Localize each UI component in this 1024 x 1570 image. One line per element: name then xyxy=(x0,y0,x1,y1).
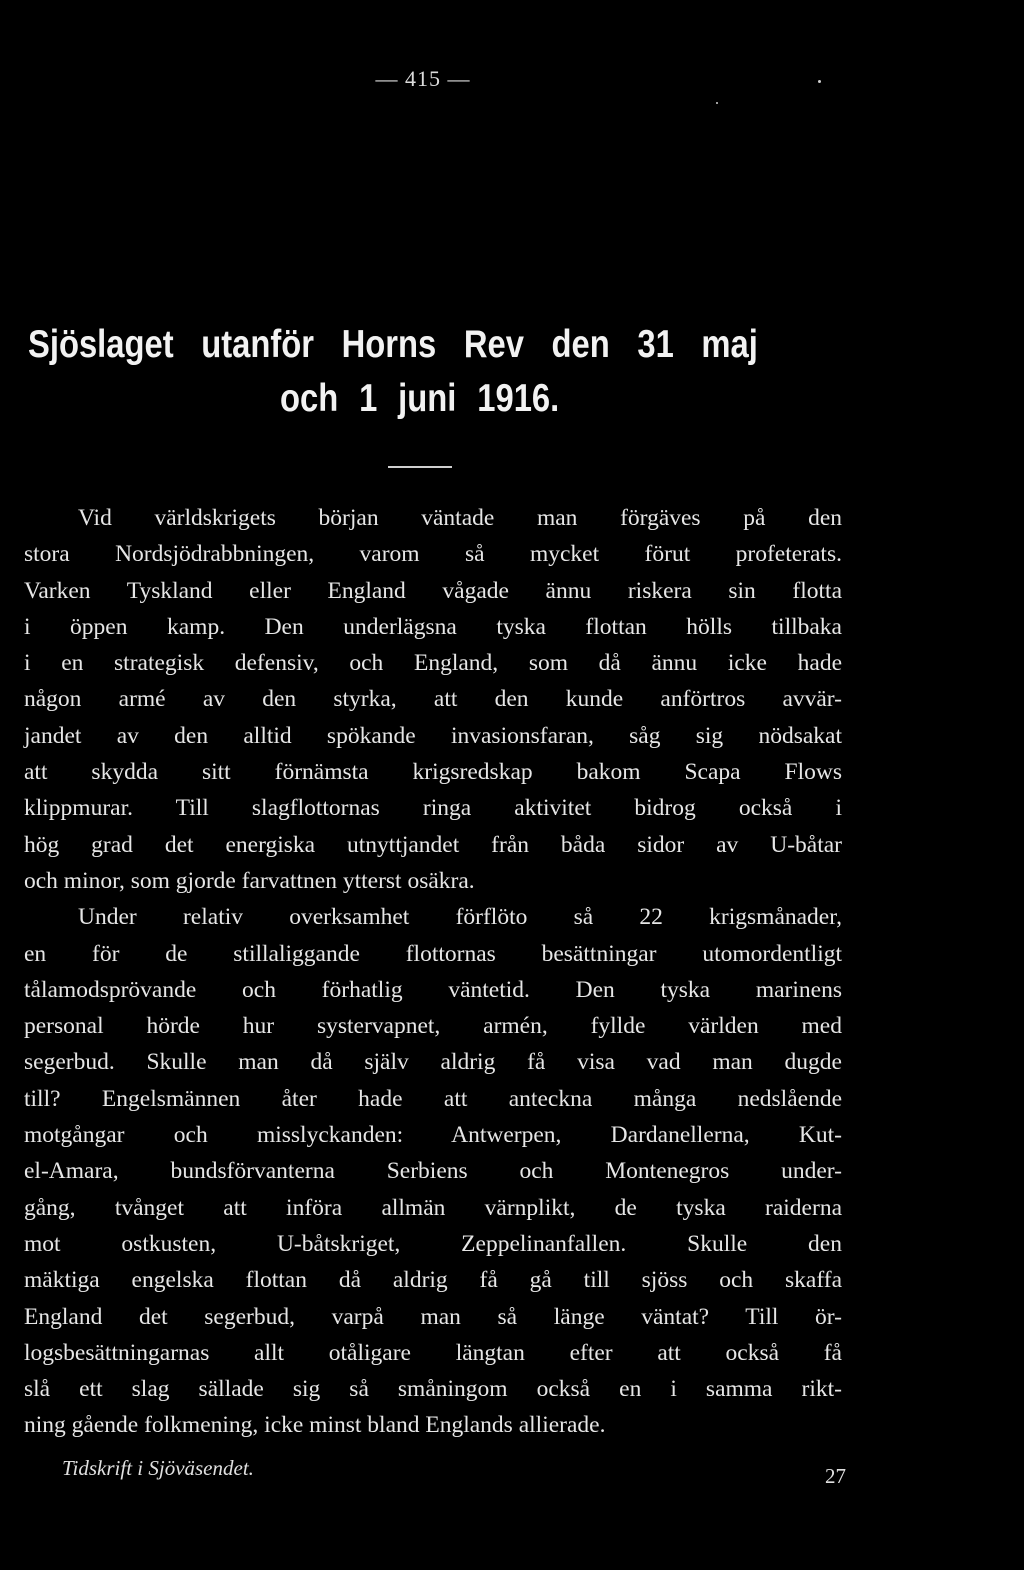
text-line: mäktiga engelska flottan då aldrig få gå till sjöss och skaffa xyxy=(24,1267,842,1294)
text-line: tålamodsprövande och förhatlig väntetid. Den tyska marinens xyxy=(24,976,842,1003)
text-line: och minor, som gjorde farvattnen ytterst osäkra. xyxy=(24,867,475,894)
print-speck xyxy=(818,80,821,83)
article-body xyxy=(24,500,842,1444)
text-line: el-Amara, bundsförvanterna Serbiens och Montenegros under- xyxy=(24,1158,842,1185)
text-line: England det segerbud, varpå man så länge väntat? Till ör- xyxy=(24,1303,842,1330)
text-line: motgångar och misslyckanden: Antwerpen, Dardanellerna, Kut- xyxy=(24,1122,842,1149)
article-title xyxy=(28,318,758,426)
text-line: slå ett slag sällade sig så småningom också en i samma rikt- xyxy=(24,1376,842,1403)
text-line: logsbesättningarnas allt otåligare längtan efter att också få xyxy=(24,1339,842,1366)
text-line: Under relativ overksamhet förflöto så 22 krigsmånader, xyxy=(78,904,842,931)
text-line: att skydda sitt förnämsta krigsredskap bakom Scapa Flows xyxy=(24,759,842,786)
print-speck xyxy=(716,102,718,104)
text-line: en för de stillaliggande flottornas besättningar utomordentligt xyxy=(24,940,842,967)
text-line: klippmurar. Till slagflottornas ringa aktivitet bidrog också i xyxy=(24,795,842,822)
text-line: hög grad det energiska utnyttjandet från båda sidor av U-båtar xyxy=(24,831,842,858)
text-line: i en strategisk defensiv, och England, som då ännu icke hade xyxy=(24,650,842,677)
sheet-number: 27 xyxy=(825,1464,846,1488)
text-line: Varken Tyskland eller England vågade ännu riskera sin flotta xyxy=(24,577,842,604)
text-line: i öppen kamp. Den underlägsna tyska flottan hölls tillbaka xyxy=(24,613,842,640)
text-line: stora Nordsjödrabbningen, varom så mycket förut profeterats. xyxy=(24,541,842,568)
text-line: personal hörde hur systervapnet, armén, fyllde världen med xyxy=(24,1013,842,1040)
text-line: segerbud. Skulle man då själv aldrig få visa vad man dugde xyxy=(24,1049,842,1076)
text-line: till? Engelsmännen åter hade att anteckna många nedslående xyxy=(24,1085,842,1112)
text-line: mot ostkusten, U-båtskriget, Zeppelinanfallen. Skulle den xyxy=(24,1230,842,1257)
title-divider xyxy=(388,466,452,468)
text-line: jandet av den alltid spökande invasionsfaran, såg sig nödsakat xyxy=(24,722,842,749)
page-number: — 415 — xyxy=(375,66,471,91)
page-footer xyxy=(62,1450,846,1490)
text-line: gång, tvånget att införa allmän värnplikt, de tyska raiderna xyxy=(24,1194,842,1221)
text-line: Vid världskrigets början väntade man förgäves på den xyxy=(78,505,842,531)
journal-signature: Tidskrift i Sjöväsendet. xyxy=(62,1456,254,1480)
text-line: ning gående folkmening, icke minst bland Englands allierade. xyxy=(24,1412,606,1439)
title-line-1: Sjöslaget utanför Horns Rev den 31 maj xyxy=(28,323,758,366)
title-line-2: och 1 juni 1916. xyxy=(280,377,560,420)
text-line: någon armé av den styrka, att den kunde anförtros avvär- xyxy=(24,686,842,713)
